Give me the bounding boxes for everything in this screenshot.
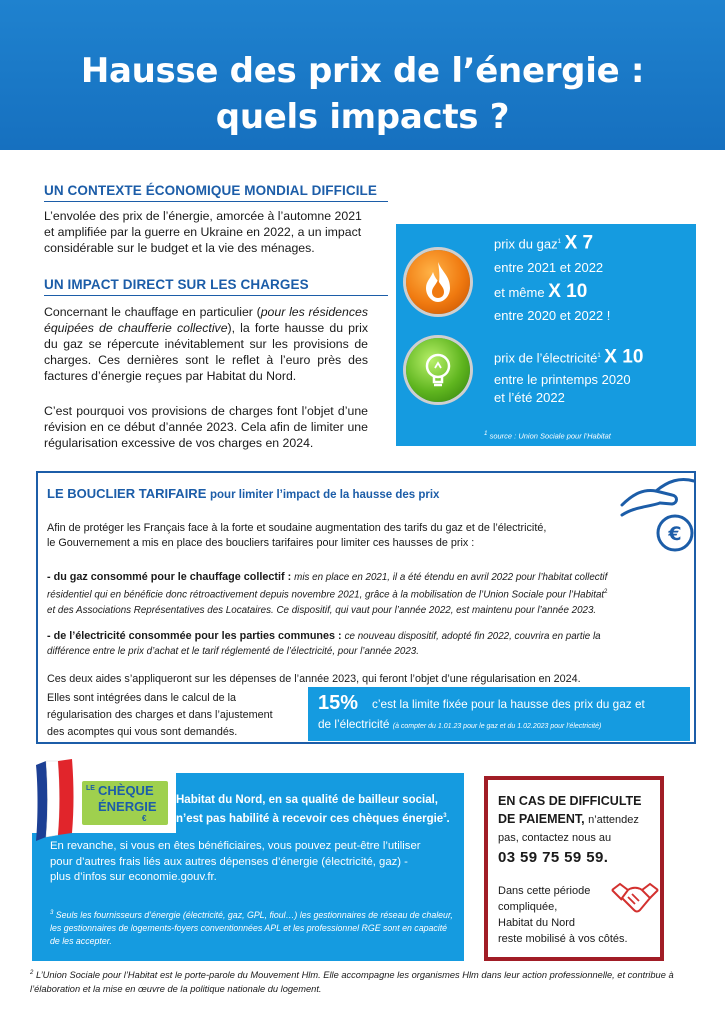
- contact-phone-number[interactable]: 03 59 75 59 59.: [498, 849, 609, 866]
- cheque-logo-card: LE CHÈQUE ÉNERGIE €: [82, 781, 168, 825]
- handshake-icon: [610, 878, 660, 922]
- page-header: [0, 0, 725, 150]
- tariff-shield-box: [36, 471, 696, 744]
- shield-apply-text: Ces deux aides s’appliqueront sur les dépenses de l’année 2023, qui feront l’objet d’une régularisation en 2024.: [47, 673, 581, 685]
- shield-gas-paragraph: - du gaz consommé pour le chauffage collectif : mis en place en 2021, il a été étendu en avril 2022 pour l’habitat collectif résidentiel qui en bénéficie donc rétroactivement depuis novembre 2021, grâce à la mobilisation de l’Union Sociale pour l’Habitat$^2$ et des Associations Représentatives des Locataires. Ce dispositif, qui vaut pour l’année 2022, est maintenu pour l’année 2023.: [47, 571, 608, 616]
- charges-title: UN IMPACT DIRECT SUR LES CHARGES: [44, 277, 309, 292]
- svg-text:€: €: [668, 523, 682, 545]
- charges-paragraph-1: Concernant le chauffage en particulier (pour les résidences équipées de chaufferie collective), la forte hausse du prix du gaz se répercute inévitablement sur les provisions de charges. Ces dernières sont le reflet à l’euro près des factures d’énergie reçues par Habitat du Nord.: [44, 305, 368, 383]
- lightbulb-icon: [406, 338, 470, 402]
- payment-difficulty-box: [484, 776, 664, 961]
- cheque-heading: Habitat du Nord, en sa qualité de bailleur social, n’est pas habilité à recevoir ces chèques énergie$^3$.: [176, 794, 450, 825]
- flame-icon: [406, 250, 470, 314]
- electricity-stat-period-1: entre le printemps 2020: [494, 372, 631, 387]
- french-flag-icon: [32, 757, 80, 847]
- context-underline: [44, 201, 388, 202]
- tariff-shield-title: LE BOUCLIER TARIFAIRE pour limiter l’impact de la hausse des prix: [47, 486, 440, 501]
- gas-stat-1-period: entre 2021 et 2022: [494, 260, 604, 275]
- percentage-limit-box: 15% c’est la limite fixée pour la hausse des prix du gaz et de l’électricité (à compter du 1.01.23 pour le gaz et du 1.02.2023 pour l’électricité): [308, 687, 690, 741]
- difficulty-body: Dans cette période compliquée, Habitat du Nord reste mobilisé à vos côtés.: [498, 885, 628, 945]
- electricity-stat: prix de l’électricité$^1$ X 10: [494, 346, 644, 368]
- charges-underline: [44, 295, 388, 296]
- percentage-limit-line2: de l’électricité (à compter du 1.01.23 pour le gaz et du 1.02.2023 pour l’électricité): [318, 717, 602, 731]
- cheque-energie-box: [32, 773, 464, 961]
- page-footnote: $^2$ L’Union Sociale pour l’Habitat est le porte-parole du Mouvement Hlm. Elle accompagne les organismes Hlm dans leur action professionnelle, et contribue à l’élaboration et la mise en œuvre de la politique nationale du logement.: [30, 970, 674, 995]
- page-title: Hausse des prix de l’énergie : quels impacts ?: [80, 51, 645, 137]
- difficulty-title: EN CAS DE DIFFICULTE DE PAIEMENT, n’attendez pas, contactez nous au: [498, 794, 642, 844]
- price-stats-box: [396, 224, 696, 446]
- shield-electricity-paragraph: - de l’électricité consommée pour les parties communes : ce nouveau dispositif, adopté fin 2022, couvrira en partie la différence entre le prix d’achat et le tarif réglementé de l’électricité, pour l’année 2023.: [47, 630, 601, 657]
- gas-stat-1: prix du gaz$^1$ X 7: [494, 232, 594, 254]
- cheque-energie-logo: [32, 773, 176, 833]
- cheque-body: En revanche, si vous en êtes bénéficiaires, vous pouvez peut-être l’utiliser pour d’autres frais liés aux autres dépenses d’énergie (électricité, gaz) - plus d’infos sur economie.gouv.fr.: [50, 840, 421, 883]
- charges-paragraph-2: C’est pourquoi vos provisions de charges font l’objet d’une révision en ce début d’année 2023. Cela afin de limiter une régularisation excessive de vos charges en 2024.: [44, 404, 368, 450]
- cheque-footnote: $^3$ Seuls les fournisseurs d’énergie (électricité, gaz, GPL, fioul…) les gestionnaires de réseau de chaleur, les gestionnaires de logements-foyers conventionnées APL et les professionnel RGE sont en capacité de les accepter.: [50, 909, 453, 946]
- shield-intro: Afin de protéger les Français face à la forte et soudaine augmentation des tarifs du gaz et de l’électricité, le Gouvernement a mis en place des boucliers tarifaires pour limiter ces hausses de prix :: [47, 522, 547, 549]
- stats-source: $^1$ source : Union Sociale pour l’Habitat: [484, 430, 611, 441]
- gas-stat-2: et même X 10: [494, 281, 588, 302]
- shield-integrated-text: Elles sont intégrées dans le calcul de la régularisation des charges et dans l’ajustement des acomptes qui vous sont demandés.: [47, 692, 273, 738]
- context-text: L’envolée des prix de l’énergie, amorcée à l’automne 2021 et amplifiée par la guerre en Ukraine en 2022, a un impact considérable sur le budget et la vie des ménages.: [44, 209, 362, 255]
- electricity-stat-period-2: et l’été 2022: [494, 390, 565, 405]
- context-title: UN CONTEXTE ÉCONOMIQUE MONDIAL DIFFICILE: [44, 183, 378, 198]
- gas-stat-2-period: entre 2020 et 2022 !: [494, 308, 611, 323]
